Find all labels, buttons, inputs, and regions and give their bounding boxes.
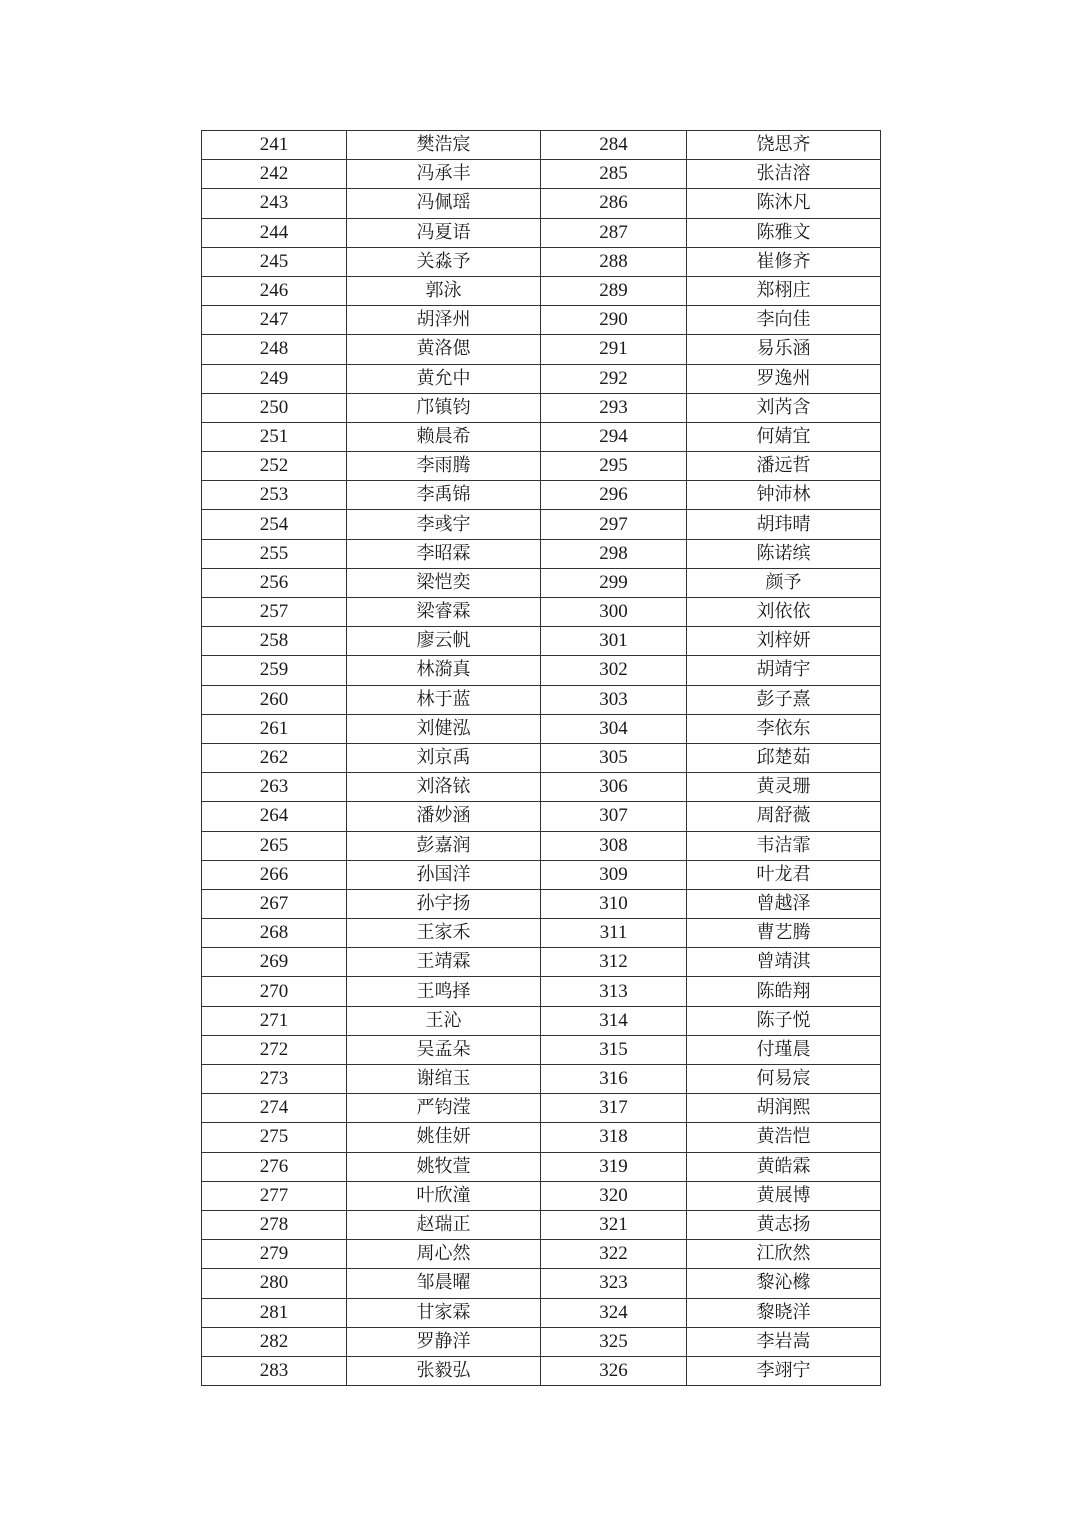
- right-name-cell: 饶思齐: [687, 131, 881, 160]
- left-number-cell: 272: [202, 1035, 347, 1064]
- right-name-cell: 潘远哲: [687, 452, 881, 481]
- left-name-cell: 甘家霖: [347, 1298, 541, 1327]
- left-number-cell: 273: [202, 1065, 347, 1094]
- right-name-cell: 黎沁橼: [687, 1269, 881, 1298]
- left-number-cell: 279: [202, 1240, 347, 1269]
- table-row: [202, 977, 881, 1006]
- left-number-cell: 250: [202, 393, 347, 422]
- left-name-cell: 赵瑞正: [347, 1210, 541, 1239]
- right-name-cell: 胡玮晴: [687, 510, 881, 539]
- right-name-cell: 颜予: [687, 568, 881, 597]
- left-name-cell: 廖云帆: [347, 627, 541, 656]
- right-name-cell: 黎晓洋: [687, 1298, 881, 1327]
- table-row: [202, 481, 881, 510]
- right-name-cell: 钟沛林: [687, 481, 881, 510]
- right-name-cell: 黄皓霖: [687, 1152, 881, 1181]
- right-number-cell: 293: [541, 393, 687, 422]
- left-name-cell: 冯佩瑶: [347, 189, 541, 218]
- left-name-cell: 刘健泓: [347, 714, 541, 743]
- right-number-cell: 311: [541, 919, 687, 948]
- left-name-cell: 冯承丰: [347, 160, 541, 189]
- right-number-cell: 315: [541, 1035, 687, 1064]
- table-row: [202, 1240, 881, 1269]
- table-row: [202, 1065, 881, 1094]
- left-number-cell: 276: [202, 1152, 347, 1181]
- right-number-cell: 297: [541, 510, 687, 539]
- right-number-cell: 295: [541, 452, 687, 481]
- left-number-cell: 248: [202, 335, 347, 364]
- table-row: [202, 218, 881, 247]
- table-row: [202, 189, 881, 218]
- right-number-cell: 284: [541, 131, 687, 160]
- table-row: [202, 247, 881, 276]
- table-row: [202, 598, 881, 627]
- right-name-cell: 黄灵珊: [687, 773, 881, 802]
- left-name-cell: 李禹锦: [347, 481, 541, 510]
- left-number-cell: 242: [202, 160, 347, 189]
- right-number-cell: 304: [541, 714, 687, 743]
- left-number-cell: 275: [202, 1123, 347, 1152]
- left-name-cell: 吴孟朵: [347, 1035, 541, 1064]
- right-number-cell: 317: [541, 1094, 687, 1123]
- left-name-cell: 周心然: [347, 1240, 541, 1269]
- name-roster-table: [201, 130, 881, 1386]
- right-name-cell: 陈雅文: [687, 218, 881, 247]
- left-name-cell: 黄洛偲: [347, 335, 541, 364]
- table-row: [202, 160, 881, 189]
- left-number-cell: 244: [202, 218, 347, 247]
- right-number-cell: 324: [541, 1298, 687, 1327]
- right-name-cell: 付瑾晨: [687, 1035, 881, 1064]
- left-number-cell: 254: [202, 510, 347, 539]
- right-number-cell: 307: [541, 802, 687, 831]
- right-name-cell: 李依东: [687, 714, 881, 743]
- table-row: [202, 860, 881, 889]
- right-name-cell: 郑栩庄: [687, 276, 881, 305]
- right-number-cell: 306: [541, 773, 687, 802]
- left-number-cell: 263: [202, 773, 347, 802]
- table-row: [202, 1298, 881, 1327]
- left-number-cell: 252: [202, 452, 347, 481]
- right-name-cell: 何婧宜: [687, 422, 881, 451]
- left-number-cell: 246: [202, 276, 347, 305]
- table-row: [202, 1210, 881, 1239]
- right-number-cell: 298: [541, 539, 687, 568]
- right-name-cell: 陈诺缤: [687, 539, 881, 568]
- right-number-cell: 314: [541, 1006, 687, 1035]
- left-name-cell: 李彧宇: [347, 510, 541, 539]
- right-number-cell: 301: [541, 627, 687, 656]
- table-row: [202, 773, 881, 802]
- right-name-cell: 李向佳: [687, 306, 881, 335]
- left-name-cell: 林于蓝: [347, 685, 541, 714]
- left-name-cell: 王靖霖: [347, 948, 541, 977]
- left-number-cell: 281: [202, 1298, 347, 1327]
- left-number-cell: 261: [202, 714, 347, 743]
- left-name-cell: 刘京禹: [347, 743, 541, 772]
- right-number-cell: 289: [541, 276, 687, 305]
- right-name-cell: 崔修齐: [687, 247, 881, 276]
- right-name-cell: 李翊宁: [687, 1356, 881, 1385]
- right-number-cell: 320: [541, 1181, 687, 1210]
- right-number-cell: 321: [541, 1210, 687, 1239]
- right-number-cell: 303: [541, 685, 687, 714]
- left-number-cell: 262: [202, 743, 347, 772]
- left-number-cell: 271: [202, 1006, 347, 1035]
- roster-table-body: [202, 131, 881, 1386]
- table-row: [202, 802, 881, 831]
- right-name-cell: 刘芮含: [687, 393, 881, 422]
- left-number-cell: 268: [202, 919, 347, 948]
- right-number-cell: 305: [541, 743, 687, 772]
- table-row: [202, 539, 881, 568]
- right-name-cell: 何易宸: [687, 1065, 881, 1094]
- right-name-cell: 胡润熙: [687, 1094, 881, 1123]
- left-number-cell: 277: [202, 1181, 347, 1210]
- left-name-cell: 林漪真: [347, 656, 541, 685]
- left-number-cell: 253: [202, 481, 347, 510]
- table-row: [202, 335, 881, 364]
- right-name-cell: 叶龙君: [687, 860, 881, 889]
- left-number-cell: 260: [202, 685, 347, 714]
- right-name-cell: 江欣然: [687, 1240, 881, 1269]
- table-row: [202, 831, 881, 860]
- left-number-cell: 245: [202, 247, 347, 276]
- left-name-cell: 樊浩宸: [347, 131, 541, 160]
- right-name-cell: 彭子熹: [687, 685, 881, 714]
- right-name-cell: 陈沐凡: [687, 189, 881, 218]
- right-name-cell: 刘梓妍: [687, 627, 881, 656]
- right-name-cell: 张洁溶: [687, 160, 881, 189]
- table-row: [202, 656, 881, 685]
- right-number-cell: 292: [541, 364, 687, 393]
- left-number-cell: 249: [202, 364, 347, 393]
- right-number-cell: 291: [541, 335, 687, 364]
- left-name-cell: 邹晨曜: [347, 1269, 541, 1298]
- left-number-cell: 264: [202, 802, 347, 831]
- left-name-cell: 邝镇钧: [347, 393, 541, 422]
- left-name-cell: 张毅弘: [347, 1356, 541, 1385]
- right-number-cell: 286: [541, 189, 687, 218]
- table-row: [202, 1006, 881, 1035]
- table-row: [202, 714, 881, 743]
- right-number-cell: 296: [541, 481, 687, 510]
- left-number-cell: 269: [202, 948, 347, 977]
- table-row: [202, 1356, 881, 1385]
- table-row: [202, 948, 881, 977]
- table-row: [202, 568, 881, 597]
- table-row: [202, 685, 881, 714]
- right-number-cell: 302: [541, 656, 687, 685]
- table-row: [202, 1035, 881, 1064]
- table-row: [202, 452, 881, 481]
- left-name-cell: 姚牧萱: [347, 1152, 541, 1181]
- left-number-cell: 278: [202, 1210, 347, 1239]
- table-row: [202, 1152, 881, 1181]
- right-name-cell: 邱楚茹: [687, 743, 881, 772]
- left-name-cell: 王沁: [347, 1006, 541, 1035]
- table-row: [202, 393, 881, 422]
- left-name-cell: 赖晨希: [347, 422, 541, 451]
- left-name-cell: 严钧滢: [347, 1094, 541, 1123]
- left-name-cell: 潘妙涵: [347, 802, 541, 831]
- table-row: [202, 422, 881, 451]
- left-name-cell: 罗静洋: [347, 1327, 541, 1356]
- table-row: [202, 743, 881, 772]
- left-number-cell: 259: [202, 656, 347, 685]
- left-name-cell: 叶欣潼: [347, 1181, 541, 1210]
- table-row: [202, 364, 881, 393]
- right-number-cell: 316: [541, 1065, 687, 1094]
- left-name-cell: 谢绾玉: [347, 1065, 541, 1094]
- left-name-cell: 梁恺奕: [347, 568, 541, 597]
- right-name-cell: 曾越泽: [687, 889, 881, 918]
- right-name-cell: 李岩嵩: [687, 1327, 881, 1356]
- table-row: [202, 276, 881, 305]
- right-number-cell: 288: [541, 247, 687, 276]
- left-number-cell: 266: [202, 860, 347, 889]
- left-number-cell: 241: [202, 131, 347, 160]
- right-number-cell: 319: [541, 1152, 687, 1181]
- right-name-cell: 周舒薇: [687, 802, 881, 831]
- right-number-cell: 318: [541, 1123, 687, 1152]
- right-number-cell: 310: [541, 889, 687, 918]
- left-number-cell: 282: [202, 1327, 347, 1356]
- right-number-cell: 326: [541, 1356, 687, 1385]
- right-number-cell: 290: [541, 306, 687, 335]
- left-name-cell: 李昭霖: [347, 539, 541, 568]
- left-number-cell: 243: [202, 189, 347, 218]
- right-number-cell: 325: [541, 1327, 687, 1356]
- left-name-cell: 孙宇扬: [347, 889, 541, 918]
- right-name-cell: 黄浩恺: [687, 1123, 881, 1152]
- right-number-cell: 285: [541, 160, 687, 189]
- left-number-cell: 247: [202, 306, 347, 335]
- left-name-cell: 王鸣择: [347, 977, 541, 1006]
- right-name-cell: 易乐涵: [687, 335, 881, 364]
- right-name-cell: 刘依依: [687, 598, 881, 627]
- table-row: [202, 510, 881, 539]
- right-name-cell: 胡靖宇: [687, 656, 881, 685]
- left-number-cell: 257: [202, 598, 347, 627]
- left-name-cell: 冯夏语: [347, 218, 541, 247]
- left-number-cell: 265: [202, 831, 347, 860]
- right-number-cell: 308: [541, 831, 687, 860]
- right-number-cell: 287: [541, 218, 687, 247]
- right-name-cell: 韦洁霏: [687, 831, 881, 860]
- right-name-cell: 陈子悦: [687, 1006, 881, 1035]
- right-number-cell: 312: [541, 948, 687, 977]
- left-number-cell: 255: [202, 539, 347, 568]
- table-row: [202, 627, 881, 656]
- table-row: [202, 1181, 881, 1210]
- left-name-cell: 郭泳: [347, 276, 541, 305]
- right-name-cell: 罗逸州: [687, 364, 881, 393]
- table-row: [202, 131, 881, 160]
- left-name-cell: 刘洛铱: [347, 773, 541, 802]
- left-number-cell: 270: [202, 977, 347, 1006]
- right-number-cell: 299: [541, 568, 687, 597]
- left-name-cell: 王家禾: [347, 919, 541, 948]
- table-row: [202, 306, 881, 335]
- left-number-cell: 283: [202, 1356, 347, 1385]
- left-name-cell: 李雨腾: [347, 452, 541, 481]
- left-name-cell: 姚佳妍: [347, 1123, 541, 1152]
- right-number-cell: 313: [541, 977, 687, 1006]
- left-name-cell: 关淼予: [347, 247, 541, 276]
- left-number-cell: 280: [202, 1269, 347, 1298]
- right-name-cell: 陈皓翔: [687, 977, 881, 1006]
- right-number-cell: 323: [541, 1269, 687, 1298]
- left-name-cell: 梁睿霖: [347, 598, 541, 627]
- right-number-cell: 294: [541, 422, 687, 451]
- right-name-cell: 曾靖淇: [687, 948, 881, 977]
- left-number-cell: 251: [202, 422, 347, 451]
- left-number-cell: 256: [202, 568, 347, 597]
- table-row: [202, 1269, 881, 1298]
- table-row: [202, 919, 881, 948]
- left-number-cell: 274: [202, 1094, 347, 1123]
- table-row: [202, 1094, 881, 1123]
- left-name-cell: 彭嘉润: [347, 831, 541, 860]
- left-name-cell: 孙国洋: [347, 860, 541, 889]
- right-number-cell: 300: [541, 598, 687, 627]
- table-row: [202, 1123, 881, 1152]
- right-name-cell: 黄展博: [687, 1181, 881, 1210]
- right-name-cell: 黄志扬: [687, 1210, 881, 1239]
- table-row: [202, 889, 881, 918]
- right-number-cell: 309: [541, 860, 687, 889]
- left-name-cell: 黄允中: [347, 364, 541, 393]
- right-number-cell: 322: [541, 1240, 687, 1269]
- table-row: [202, 1327, 881, 1356]
- left-name-cell: 胡泽州: [347, 306, 541, 335]
- left-number-cell: 258: [202, 627, 347, 656]
- right-name-cell: 曹艺腾: [687, 919, 881, 948]
- left-number-cell: 267: [202, 889, 347, 918]
